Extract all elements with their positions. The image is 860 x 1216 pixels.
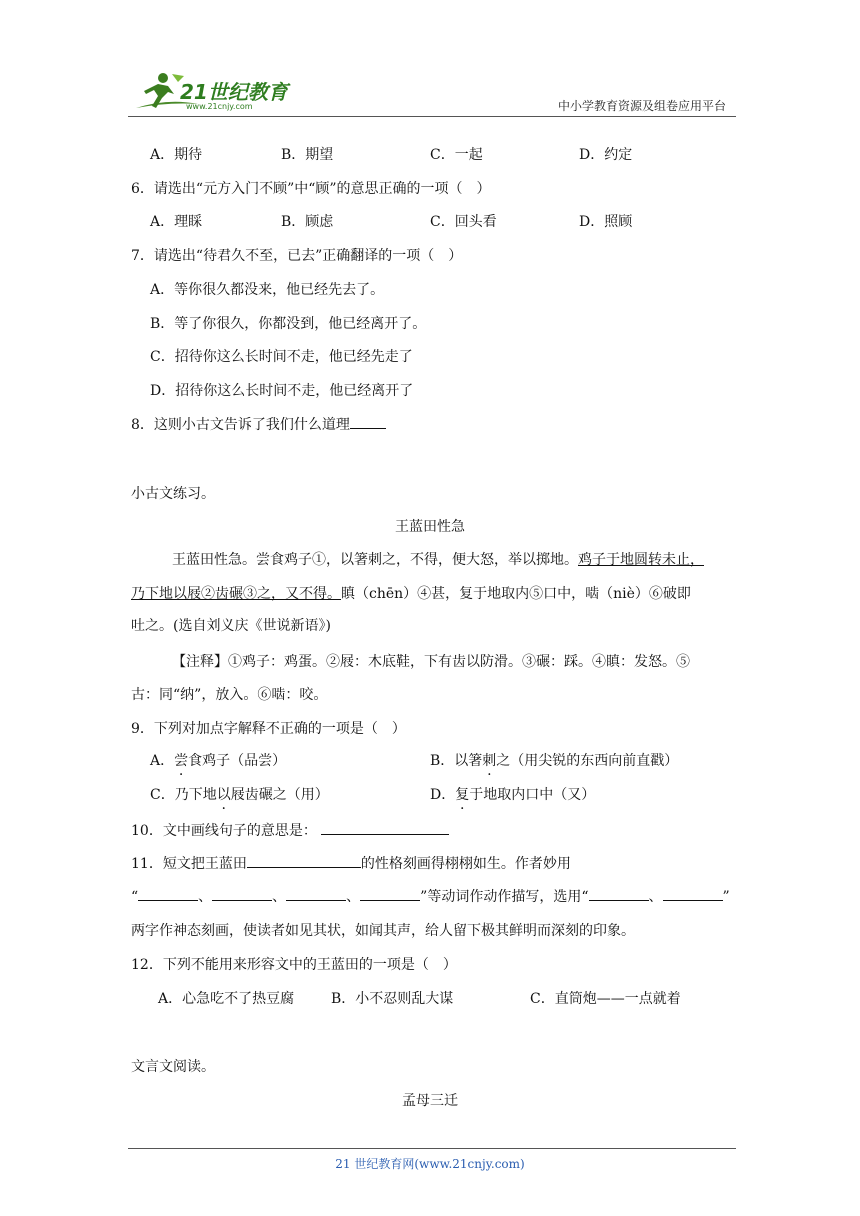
q11-line-1: [131, 853, 571, 873]
answer-blank[interactable]: [360, 886, 420, 901]
q6-option-b: B．顾虑: [281, 214, 334, 230]
q5-option-d: D．约定: [579, 147, 633, 163]
section-intro: 小古文练习。: [131, 486, 215, 502]
q11-line-3: 两字作神态刻画，使读者如见其状，如闻其声，给人留下极其鲜明而深刻的印象。: [131, 923, 635, 939]
separator: 、: [648, 889, 663, 905]
dotted-char: 尝: [174, 753, 189, 769]
q10-stem-text: 10．文中画线句子的意思是：: [131, 823, 317, 839]
dotted-char: 复: [455, 787, 470, 803]
q7-option-c: C．招待你这么长时间不走，他已经先走了: [150, 349, 413, 365]
q12-option-c: C．直筒炮——一点就着: [530, 991, 681, 1007]
footer-link[interactable]: 21 世纪教育网(www.21cnjy.com): [335, 1157, 525, 1171]
q7-option-b: B．等了你很久，你都没到，他已经离开了。: [150, 316, 427, 332]
q6-option-c: C．回头看: [430, 214, 497, 230]
q6-stem: 6．请选出“元方入门不顾”中“顾”的意思正确的一项（ ）: [131, 181, 491, 197]
q12-stem: 12．下列不能用来形容文中的王蓝田的一项是（ ）: [131, 957, 457, 973]
logo-text: 21世纪教育: [180, 80, 288, 104]
q10-stem: [131, 820, 449, 840]
separator: 、: [346, 889, 361, 905]
q8-stem-text: 8．这则小古文告诉了我们什么道理: [131, 417, 350, 433]
q12-option-b: B．小不忍则乱大谋: [331, 991, 454, 1007]
section-intro: 文言文阅读。: [131, 1059, 215, 1075]
q12-option-a: A．心急吃不了热豆腐: [158, 991, 295, 1007]
q6-option-d: D．照顾: [579, 214, 633, 230]
dotted-char: 刺: [482, 753, 497, 769]
answer-blank[interactable]: [663, 886, 723, 901]
option-text: 屐齿碾之（用）: [230, 787, 329, 803]
answer-blank[interactable]: [138, 886, 198, 901]
q5-option-a: A．期待: [150, 147, 203, 163]
footer-divider: [128, 1148, 736, 1149]
answer-blank[interactable]: [589, 886, 649, 901]
q5-option-b: B．期望: [281, 147, 334, 163]
passage-line-3: 吐之。(选自刘义庆《世说新语》): [131, 618, 331, 634]
passage-text: 王蓝田性急。尝食鸡子①，以箸刺之，不得，便大怒，举以掷地。: [172, 552, 578, 568]
q11-text: “: [131, 889, 139, 905]
q9-stem: 9．下列对加点字解释不正确的一项是（ ）: [131, 721, 406, 737]
q9-option-c: [150, 784, 329, 804]
option-prefix: A．: [150, 753, 175, 769]
option-prefix: C．乃下地: [150, 787, 217, 803]
notes-line-2: 古：同“纳”，放入。⑥啮：咬。: [131, 687, 328, 703]
option-text: 食鸡子（品尝）: [188, 753, 287, 769]
underlined-sentence: 乃下地以屐②齿碾③之，又不得。: [131, 586, 341, 602]
notes-line-1: 【注释】①鸡子：鸡蛋。②屐：木底鞋，下有齿以防滑。③碾：踩。④瞋：发怒。⑤: [172, 654, 690, 670]
q11-text: ”: [722, 889, 730, 905]
answer-blank[interactable]: [247, 853, 361, 868]
q9-option-d: [430, 784, 595, 804]
passage-line-2: [131, 583, 691, 603]
logo-url: www.21cnjy.com: [186, 102, 253, 111]
answer-blank[interactable]: [321, 820, 449, 835]
q11-text: 11．短文把王蓝田: [131, 856, 247, 872]
q7-option-d: D．招待你这么长时间不走，他已经离开了: [150, 383, 414, 399]
answer-blank[interactable]: [212, 886, 272, 901]
underlined-sentence: 鸡子于地圆转未止，: [578, 552, 704, 568]
answer-blank[interactable]: [350, 414, 386, 429]
separator: 、: [198, 889, 213, 905]
passage-line-1: [172, 549, 704, 569]
q5-option-c: C．一起: [430, 147, 483, 163]
option-text: 之（用尖锐的东西向前直戳）: [496, 753, 679, 769]
passage-title: 孟母三迁: [402, 1093, 458, 1109]
site-logo: [128, 68, 288, 114]
q9-option-b: [430, 750, 678, 770]
dotted-char: 以: [216, 787, 231, 803]
passage-text: 瞋（chēn）④甚，复于地取内⑤口中，啮（niè）⑥破即: [341, 586, 691, 602]
option-prefix: B．以箸: [430, 753, 483, 769]
answer-blank[interactable]: [286, 886, 346, 901]
q11-text: 的性格刻画得栩栩如生。作者妙用: [360, 856, 571, 872]
q8-stem: [131, 414, 386, 434]
q11-line-2: [131, 886, 730, 906]
q9-option-a: [150, 750, 286, 770]
option-text: 于地取内口中（又）: [469, 787, 596, 803]
separator: 、: [272, 889, 287, 905]
q11-text: ”等动词作动作描写，选用“: [420, 889, 589, 905]
q6-option-a: A．理睬: [150, 214, 203, 230]
q7-option-a: A．等你很久都没来，他已经先去了。: [150, 282, 385, 298]
q7-stem: 7．请选出“待君久不至，已去”正确翻译的一项（ ）: [131, 248, 463, 264]
option-prefix: D．: [430, 787, 456, 803]
passage-title: 王蓝田性急: [395, 519, 465, 535]
platform-name: 中小学教育资源及组卷应用平台: [557, 99, 726, 113]
header-divider: [128, 116, 736, 117]
